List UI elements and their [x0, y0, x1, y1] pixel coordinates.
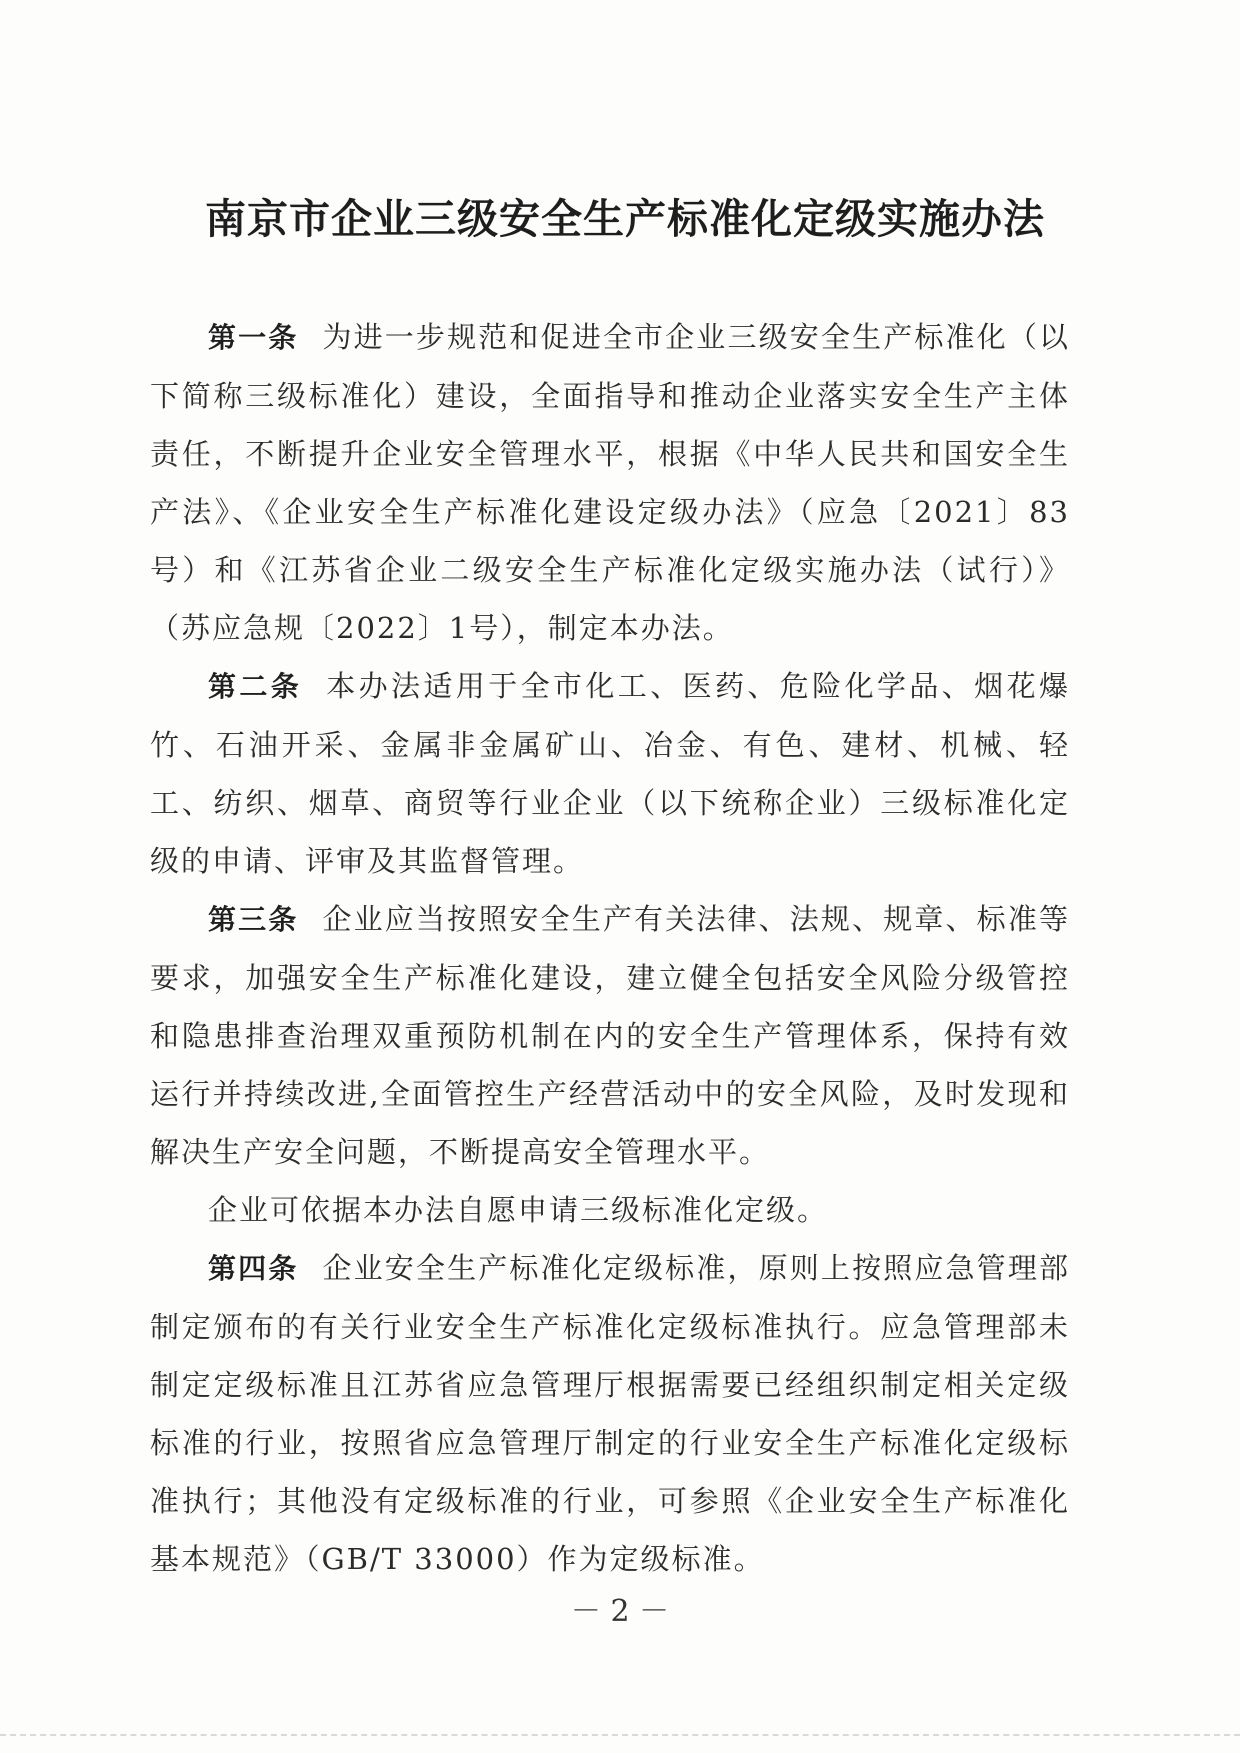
article-3-label: 第三条	[208, 903, 299, 936]
article-2-text: 本办法适用于全市化工、医药、危险化学品、烟花爆竹、石油开采、金属非金属矿山、冶金、有色、建材、机械、轻工、纺织、烟草、商贸等行业企业（以下统称企业）三级标准化定级的申请、评审及其监督管理。	[150, 669, 1070, 878]
article-1-text: 为进一步规范和促进全市企业三级安全生产标准化（以下简称三级标准化）建设，全面指导和推动企业落实安全生产主体责任，不断提升企业安全管理水平，根据《中华人民共和国安全生产法》、《企业安全生产标准化建设定级办法》（应急〔2021〕83号）和《江苏省企业二级安全生产标准化定级实施办法（试行）》（苏应急规〔2022〕1号），制定本办法。	[150, 320, 1070, 645]
article-4-label: 第四条	[208, 1252, 299, 1285]
document-title: 南京市企业三级安全生产标准化定级实施办法	[205, 195, 1045, 243]
voluntary-application-paragraph	[150, 1181, 1070, 1239]
article-2-paragraph	[150, 657, 1070, 890]
article-4-text: 企业安全生产标准化定级标准，原则上按照应急管理部制定颁布的有关行业安全生产标准化定级标准执行。应急管理部未制定定级标准且江苏省应急管理厅根据需要已经组织制定相关定级标准的行业，按照省应急管理厅制定的行业安全生产标准化定级标准执行；其他没有定级标准的行业，可参照《企业安全生产标准化基本规范》（GB/T 33000）作为定级标准。	[150, 1251, 1070, 1576]
article-3-paragraph	[150, 890, 1070, 1181]
page-number: － 2 －	[570, 1594, 670, 1629]
article-1-paragraph	[150, 308, 1070, 657]
document-body	[150, 308, 1070, 1588]
scan-edge-divider	[0, 1734, 1240, 1736]
article-4-paragraph	[150, 1239, 1070, 1588]
voluntary-application-text: 企业可依据本办法自愿申请三级标准化定级。	[208, 1193, 829, 1227]
article-3-text: 企业应当按照安全生产有关法律、法规、规章、标准等要求，加强安全生产标准化建设，建立健全包括安全风险分级管控和隐患排查治理双重预防机制在内的安全生产管理体系，保持有效运行并持续改进,全面管控生产经营活动中的安全风险，及时发现和解决生产安全问题，不断提高安全管理水平。	[150, 902, 1070, 1169]
article-2-label: 第二条	[208, 670, 303, 703]
article-1-label: 第一条	[208, 321, 299, 354]
